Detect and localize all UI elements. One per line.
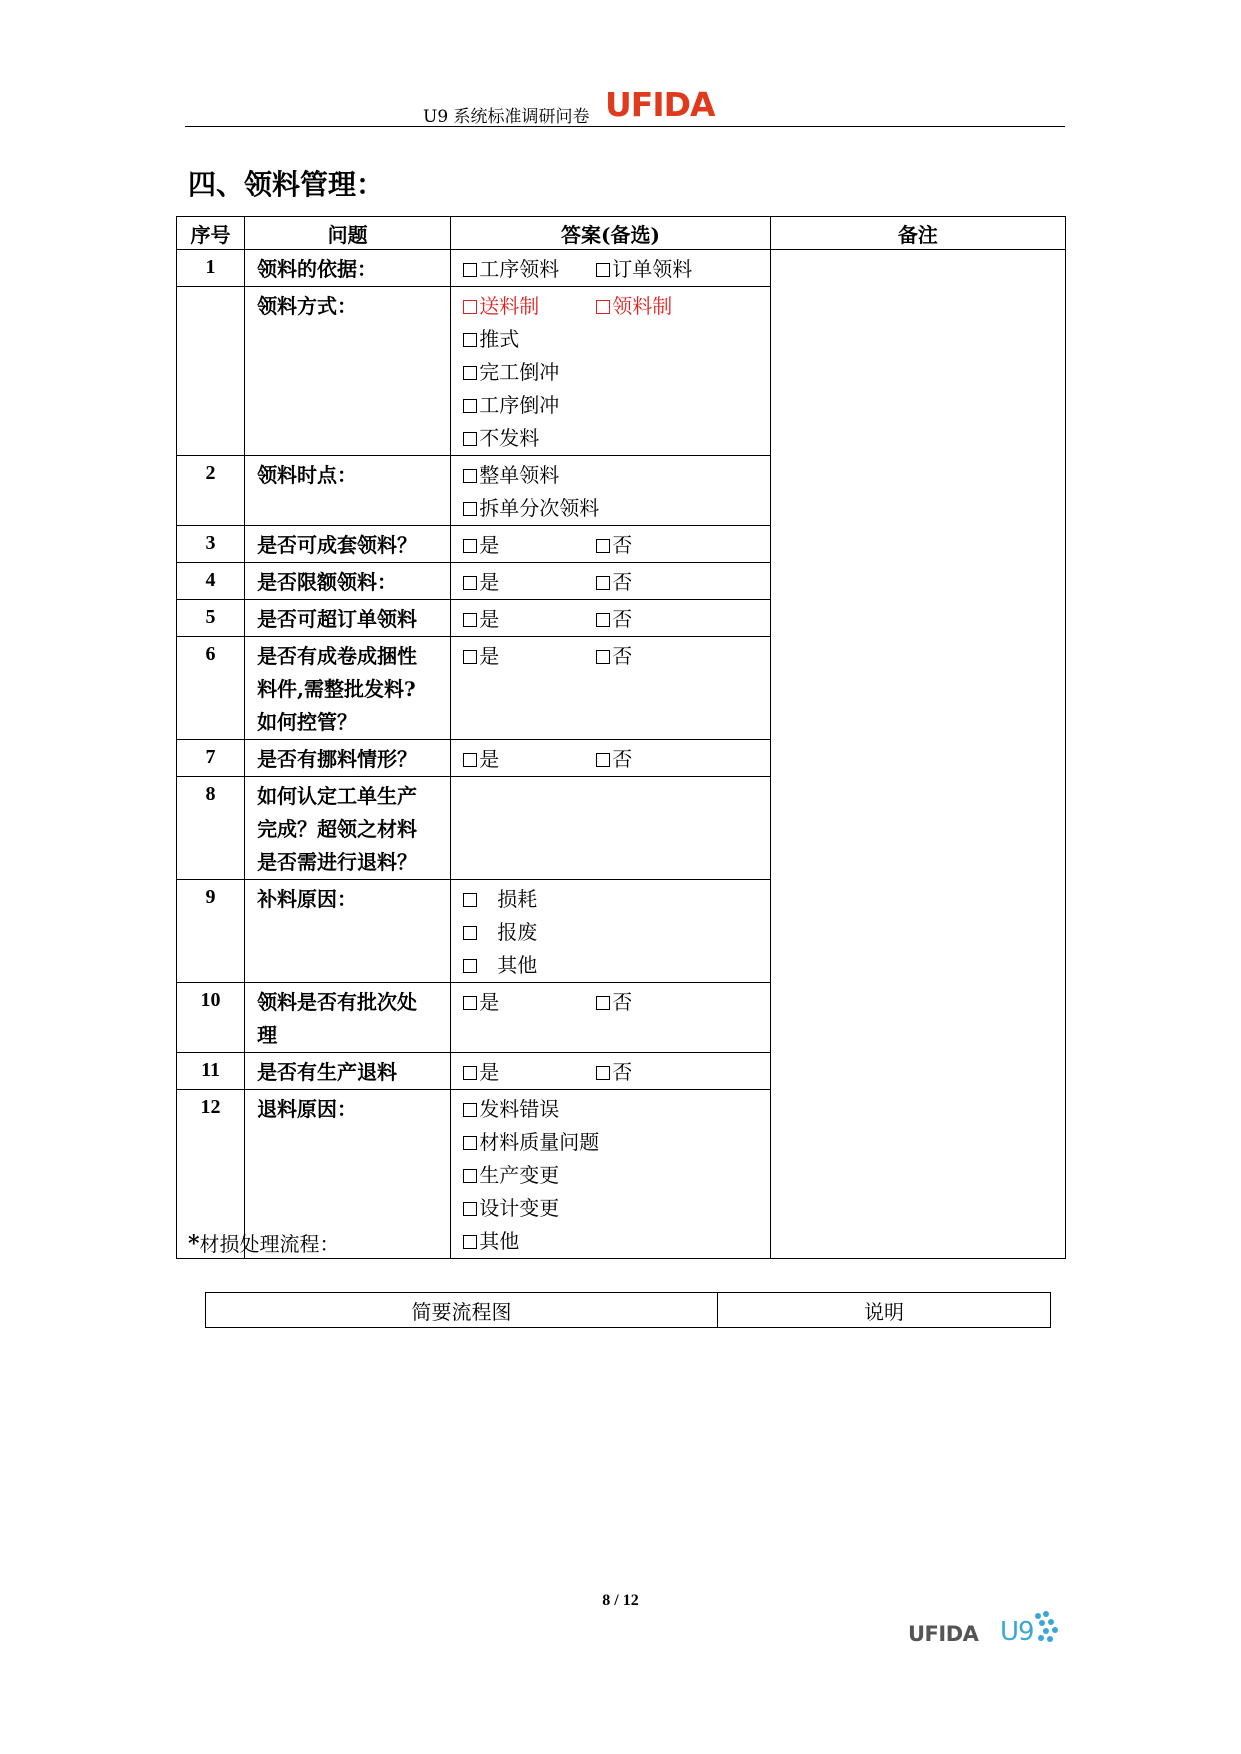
row-answer [451,600,770,637]
row-question: 是否可成套领料？ [245,526,451,563]
checkbox-icon[interactable] [596,650,610,664]
checkbox-icon[interactable] [463,1103,477,1117]
option-checkbox[interactable]: 报废 [463,916,769,949]
row-no [177,287,245,456]
checkbox-icon[interactable] [596,613,610,627]
row-no: 8 [177,777,245,880]
asterisk: * [188,1231,200,1257]
struck-options [463,290,769,323]
row-no: 7 [177,740,245,777]
row-no: 1 [177,250,245,287]
option-checkbox[interactable]: 拆单分次领料 [463,492,769,525]
row-no: 6 [177,637,245,740]
row-answer [451,740,770,777]
no-checkbox[interactable]: 否 [596,529,632,562]
row-question: 是否可超订单领料 [245,600,451,637]
row-question: 如何认定工单生产 完成？超领之材料 是否需进行退料？ [245,777,451,880]
dots-icon [1032,1610,1062,1650]
row-question: 退料原因： [245,1090,451,1259]
header-no: 序号 [177,217,245,250]
section-title: 四、领料管理： [188,168,385,201]
checkbox-icon[interactable] [463,469,477,483]
checkbox-icon[interactable] [463,432,477,446]
row-question: 是否有成卷成捆性 料件,需整批发料? 如何控管？ [245,637,451,740]
option-checkbox[interactable]: 整单领料 [463,459,769,492]
checkbox-icon[interactable] [463,996,477,1010]
checkbox-icon[interactable] [596,1066,610,1080]
checkbox-icon[interactable] [463,893,477,907]
checkbox-icon[interactable] [463,1066,477,1080]
survey-table [176,216,1066,1259]
yes-checkbox[interactable]: 是 [463,743,596,776]
checkbox-icon[interactable] [463,502,477,516]
option-checkbox[interactable]: 工序领料 [463,253,596,286]
checkbox-icon[interactable] [463,753,477,767]
note-text: 材损处理流程： [199,1232,340,1256]
row-answer [451,526,770,563]
row-question: 领料是否有批次处 理 [245,983,451,1053]
checkbox-icon[interactable] [463,926,477,940]
row-answer [451,287,770,456]
checkbox-icon[interactable] [463,399,477,413]
option-checkbox[interactable]: 推式 [463,323,769,356]
row-answer [451,637,770,740]
checkbox-icon[interactable] [463,366,477,380]
checkbox-icon[interactable] [463,1202,477,1216]
row-question: 是否有生产退料 [245,1053,451,1090]
checkbox-icon[interactable] [596,996,610,1010]
checkbox-icon[interactable] [596,576,610,590]
row-question: 领料时点： [245,456,451,526]
no-checkbox[interactable]: 否 [596,566,632,599]
no-checkbox[interactable]: 否 [596,743,632,776]
option-checkbox[interactable]: 工序倒冲 [463,389,769,422]
checkbox-icon[interactable] [463,1136,477,1150]
checkbox-icon[interactable] [463,539,477,553]
option-checkbox[interactable]: 送料制 [463,290,596,323]
row-answer[interactable] [451,777,770,880]
no-checkbox[interactable]: 否 [596,1056,632,1089]
header-question: 问题 [245,217,451,250]
option-checkbox[interactable]: 发料错误 [463,1093,769,1126]
row-no: 2 [177,456,245,526]
page-number: 8 / 12 [602,1592,639,1609]
footer-logo-text: UFIDA [908,1622,979,1646]
row-no: 12 [177,1090,245,1259]
checkbox-icon[interactable] [463,1235,477,1249]
option-checkbox[interactable]: 完工倒冲 [463,356,769,389]
no-checkbox[interactable]: 否 [596,986,632,1019]
table-row [177,250,1066,287]
option-checkbox[interactable]: 其他 [463,949,769,982]
checkbox-icon[interactable] [463,300,477,314]
yes-checkbox[interactable]: 是 [463,640,596,673]
row-question: 领料方式： [245,287,451,456]
row-answer [451,880,770,983]
row-no: 4 [177,563,245,600]
header-answer: 答案(备选) [451,217,770,250]
row-no: 5 [177,600,245,637]
row-no: 11 [177,1053,245,1090]
yes-checkbox[interactable]: 是 [463,566,596,599]
checkbox-icon[interactable] [596,539,610,553]
no-checkbox[interactable]: 否 [596,603,632,636]
row-answer [451,1053,770,1090]
yes-checkbox[interactable]: 是 [463,986,596,1019]
option-checkbox[interactable]: 订单领料 [596,253,692,286]
row-no: 3 [177,526,245,563]
row-answer [451,983,770,1053]
option-checkbox[interactable]: 其他 [463,1225,769,1258]
flow-header-row [206,1293,1051,1328]
checkbox-icon[interactable] [596,753,610,767]
flow-table [205,1292,1051,1328]
page-header [185,82,1065,127]
checkbox-icon[interactable] [463,1169,477,1183]
row-question: 补料原因： [245,880,451,983]
checkbox-icon[interactable] [596,263,610,277]
row-answer [451,250,770,287]
ufida-logo: UFIDA [605,85,715,124]
yes-checkbox[interactable]: 是 [463,603,596,636]
yes-checkbox[interactable]: 是 [463,529,596,562]
row-question: 领料的依据： [245,250,451,287]
checkbox-icon[interactable] [463,959,477,973]
checkbox-icon[interactable] [463,263,477,277]
option-checkbox[interactable]: 设计变更 [463,1192,769,1225]
row-answer [451,456,770,526]
row-no: 10 [177,983,245,1053]
option-checkbox[interactable]: 损耗 [463,883,769,916]
checkbox-icon[interactable] [463,613,477,627]
header-title: U9 系统标准调研问卷 [423,107,590,127]
option-checkbox[interactable]: 领料制 [596,290,672,323]
checkbox-icon[interactable] [463,576,477,590]
row-answer [451,1090,770,1259]
remark-cell[interactable] [770,250,1065,1259]
flow-chart-header: 简要流程图 [206,1293,718,1328]
row-no: 9 [177,880,245,983]
row-question: 是否限额领料： [245,563,451,600]
option-checkbox[interactable]: 材料质量问题 [463,1126,769,1159]
checkbox-icon[interactable] [463,333,477,347]
no-checkbox[interactable]: 否 [596,640,632,673]
table-header-row [177,217,1066,250]
ufida-u9-logo [908,1610,1058,1654]
checkbox-icon[interactable] [596,300,610,314]
loss-process-note [188,1228,340,1257]
header-remark: 备注 [770,217,1065,250]
row-answer [451,563,770,600]
row-question: 是否有挪料情形？ [245,740,451,777]
option-checkbox[interactable]: 不发料 [463,422,769,455]
flow-description-header: 说明 [718,1293,1051,1328]
yes-checkbox[interactable]: 是 [463,1056,596,1089]
footer-logo-product: U9 [1000,1617,1034,1647]
option-checkbox[interactable]: 生产变更 [463,1159,769,1192]
checkbox-icon[interactable] [463,650,477,664]
